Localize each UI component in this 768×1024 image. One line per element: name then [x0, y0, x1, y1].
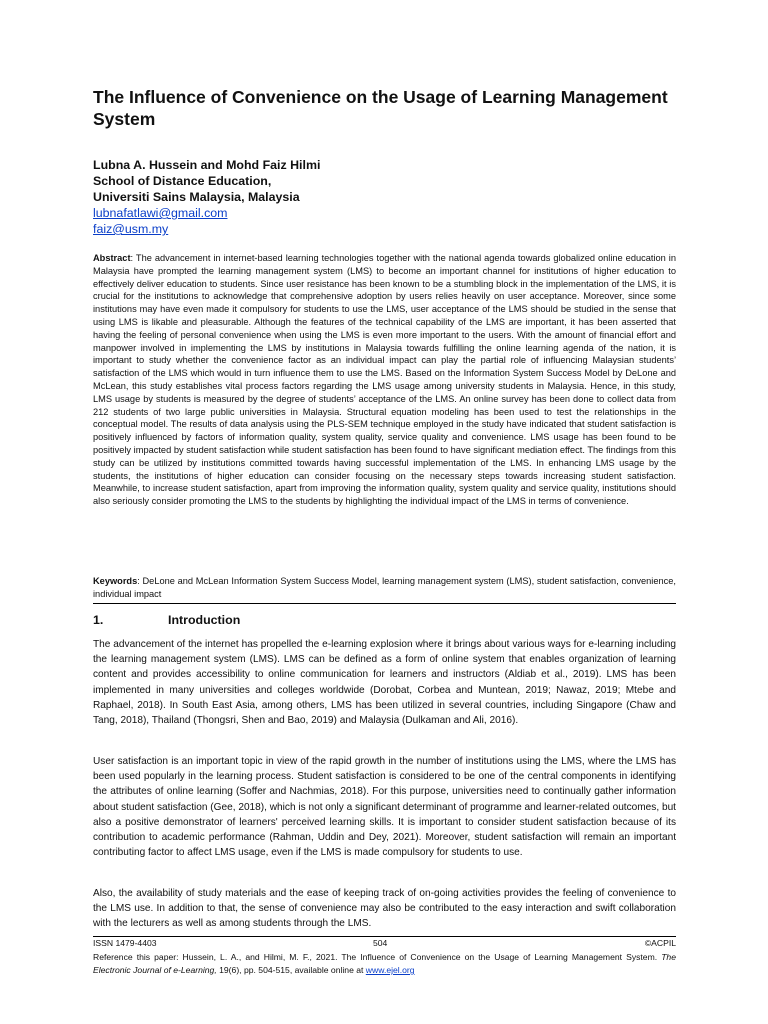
footer-issn: ISSN 1479-4403: [93, 938, 157, 948]
reference-journal: The Electronic Journal of e-Learning,: [93, 952, 676, 975]
section-divider: [93, 603, 676, 604]
body-paragraph-1: The advancement of the internet has propelled the e-learning explosion where it brings about various ways for e-learning including the learning management system (LMS). LMS can be defined as a form of online system that enables organization of learning content and provides accessibility to online communication for learners and instructors (Aldiab et al., 2019). LMS has been implemented in many universities and colleges worldwide (Dorobat, Corbea and Muntean, 2019; Nawaz, 2019; Mtebe and Raphael, 2018). In South East Asia, among others, LMS has been utilized in several countries, including Singapore (Chaw and Tang, 2018), Thailand (Thongsri, Shen and Bao, 2019) and Malaysia (Dulkaman and Ali, 2016).: [93, 639, 676, 727]
journal-url-link[interactable]: www.ejel.org: [365, 965, 415, 975]
abstract: [93, 252, 676, 508]
footer-reference: [93, 951, 676, 977]
email-link-1[interactable]: lubnafatlawi@gmail.com: [93, 206, 228, 220]
footer-copyright: ©ACPIL: [644, 938, 676, 948]
keywords-text: : DeLone and McLean Information System Success Model, learning management system (LMS), student satisfaction, convenience, individual impact: [93, 576, 676, 599]
abstract-text: : The advancement in internet-based learning technologies together with the national agenda towards globalized online education in Malaysia have prompted the learning management system (LMS) to become an important channel for institutions of higher education to effectively deliver education to students. Since user resistance has been known to be a stumbling block in the implementation of the LMS, it is crucial for the institutions to acknowledge that comprehensive adoption by users relies heavily on user acceptance. Moreover, since some institutions may have even made it compulsory for students to use the LMS, user acceptance of the LMS should be studied in the sense that using LMS is likable and pleasurable. Although the features of the technical capability of the LMS are important, it has been asserted that having the feeling of personal convenience when using the LMS is even more important to the users. With the amount of financial effort and manpower involved in implementing the LMS by institutions in Malaysia towards fulfilling the online learning agenda of the nation, it is important to study whether the convenience factor as an individual impact can play the partial role of influencing Malaysian students’ satisfaction of the LMS which would in turn influence them to use the LMS. Based on the Information System Success Model by DeLone and McLean, this study establishes vital process factors regarding the LMS usage among university students in Malaysia. Hence, in this study, LMS usage by students is measured by the degree of students’ acceptance of the LMS. An online survey has been done to collect data from 212 students of two large public universities in Malaysia. Structural equation modeling has been used to test the relationships in the conceptual model. The results of data analysis using the PLS-SEM technique employed in the study have indicated that student satisfaction is positively influenced by factors of information quality, system quality, service quality and convenience. LMS usage has been found to be positively impacted by student satisfaction while student satisfaction has been found to have significant mediation effect. The findings from this study can be utilized by institutions committed towards having successful implementation of the LMS. In enhancing LMS usage by the students, the institutions of higher education can consider focusing on the necessary steps towards increasing student satisfaction. Meanwhile, to increase student satisfaction, apart from improving the information quality, system quality and service quality, institutions should also seriously consider promoting the LMS to the students by highlighting the individual impact of the LMS in terms of convenience.: [93, 253, 676, 507]
keywords-label: Keywords: [93, 576, 138, 586]
keywords: [93, 575, 676, 601]
paper-title: The Influence of Convenience on the Usage of Learning Management System: [93, 87, 668, 129]
footer-page-number: 504: [373, 938, 388, 948]
reference-prefix: Reference this paper: Hussein, L. A., and Hilmi, M. F., 2021. The Influence of Convenience on the Usage of Learning Management System.: [93, 952, 662, 962]
section-title: Introduction: [168, 613, 241, 627]
footer-line: [93, 937, 676, 950]
email-link-2[interactable]: faiz@usm.my: [93, 222, 169, 236]
author-names: Lubna A. Hussein and Mohd Faiz Hilmi: [93, 158, 321, 172]
reference-suffix: 19(6), pp. 504-515, available online at: [216, 965, 366, 975]
author-block: [93, 157, 676, 237]
author-school: School of Distance Education,: [93, 174, 272, 188]
author-university: Universiti Sains Malaysia, Malaysia: [93, 190, 300, 204]
body-paragraph-2: User satisfaction is an important topic in view of the rapid growth in the number of institutions using the LMS, where the LMS has been used popularly in the learning process. Student satisfaction is considered to be one of the central components in identifying the attributes of online learning (Soffer and Nachmias, 2018). For this purpose, universities need to continually gather information about student satisfaction (Gee, 2018), which is not only a significant determinant of programme and learner-related outcomes, but also a positive demonstrator of learners' perceived learning skills. It is important to consider student satisfaction because of its contribution to academic performance (Rahman, Uddin and Dey, 2021). Moreover, student satisfaction will remain an important contributing factor to affect LMS usage, even if the LMS is made compulsory for students to use.: [93, 756, 676, 859]
abstract-label: Abstract: [93, 253, 131, 263]
section-number: 1.: [93, 613, 104, 627]
body-paragraph-3: Also, the availability of study materials and the ease of keeping track of on-going activities provides the feeling of convenience to the LMS use. In addition to that, the sense of convenience may also be contributed to the easy interaction and swift collaboration with the lecturers as well as among students through the LMS.: [93, 888, 676, 930]
section-heading: [93, 612, 676, 628]
